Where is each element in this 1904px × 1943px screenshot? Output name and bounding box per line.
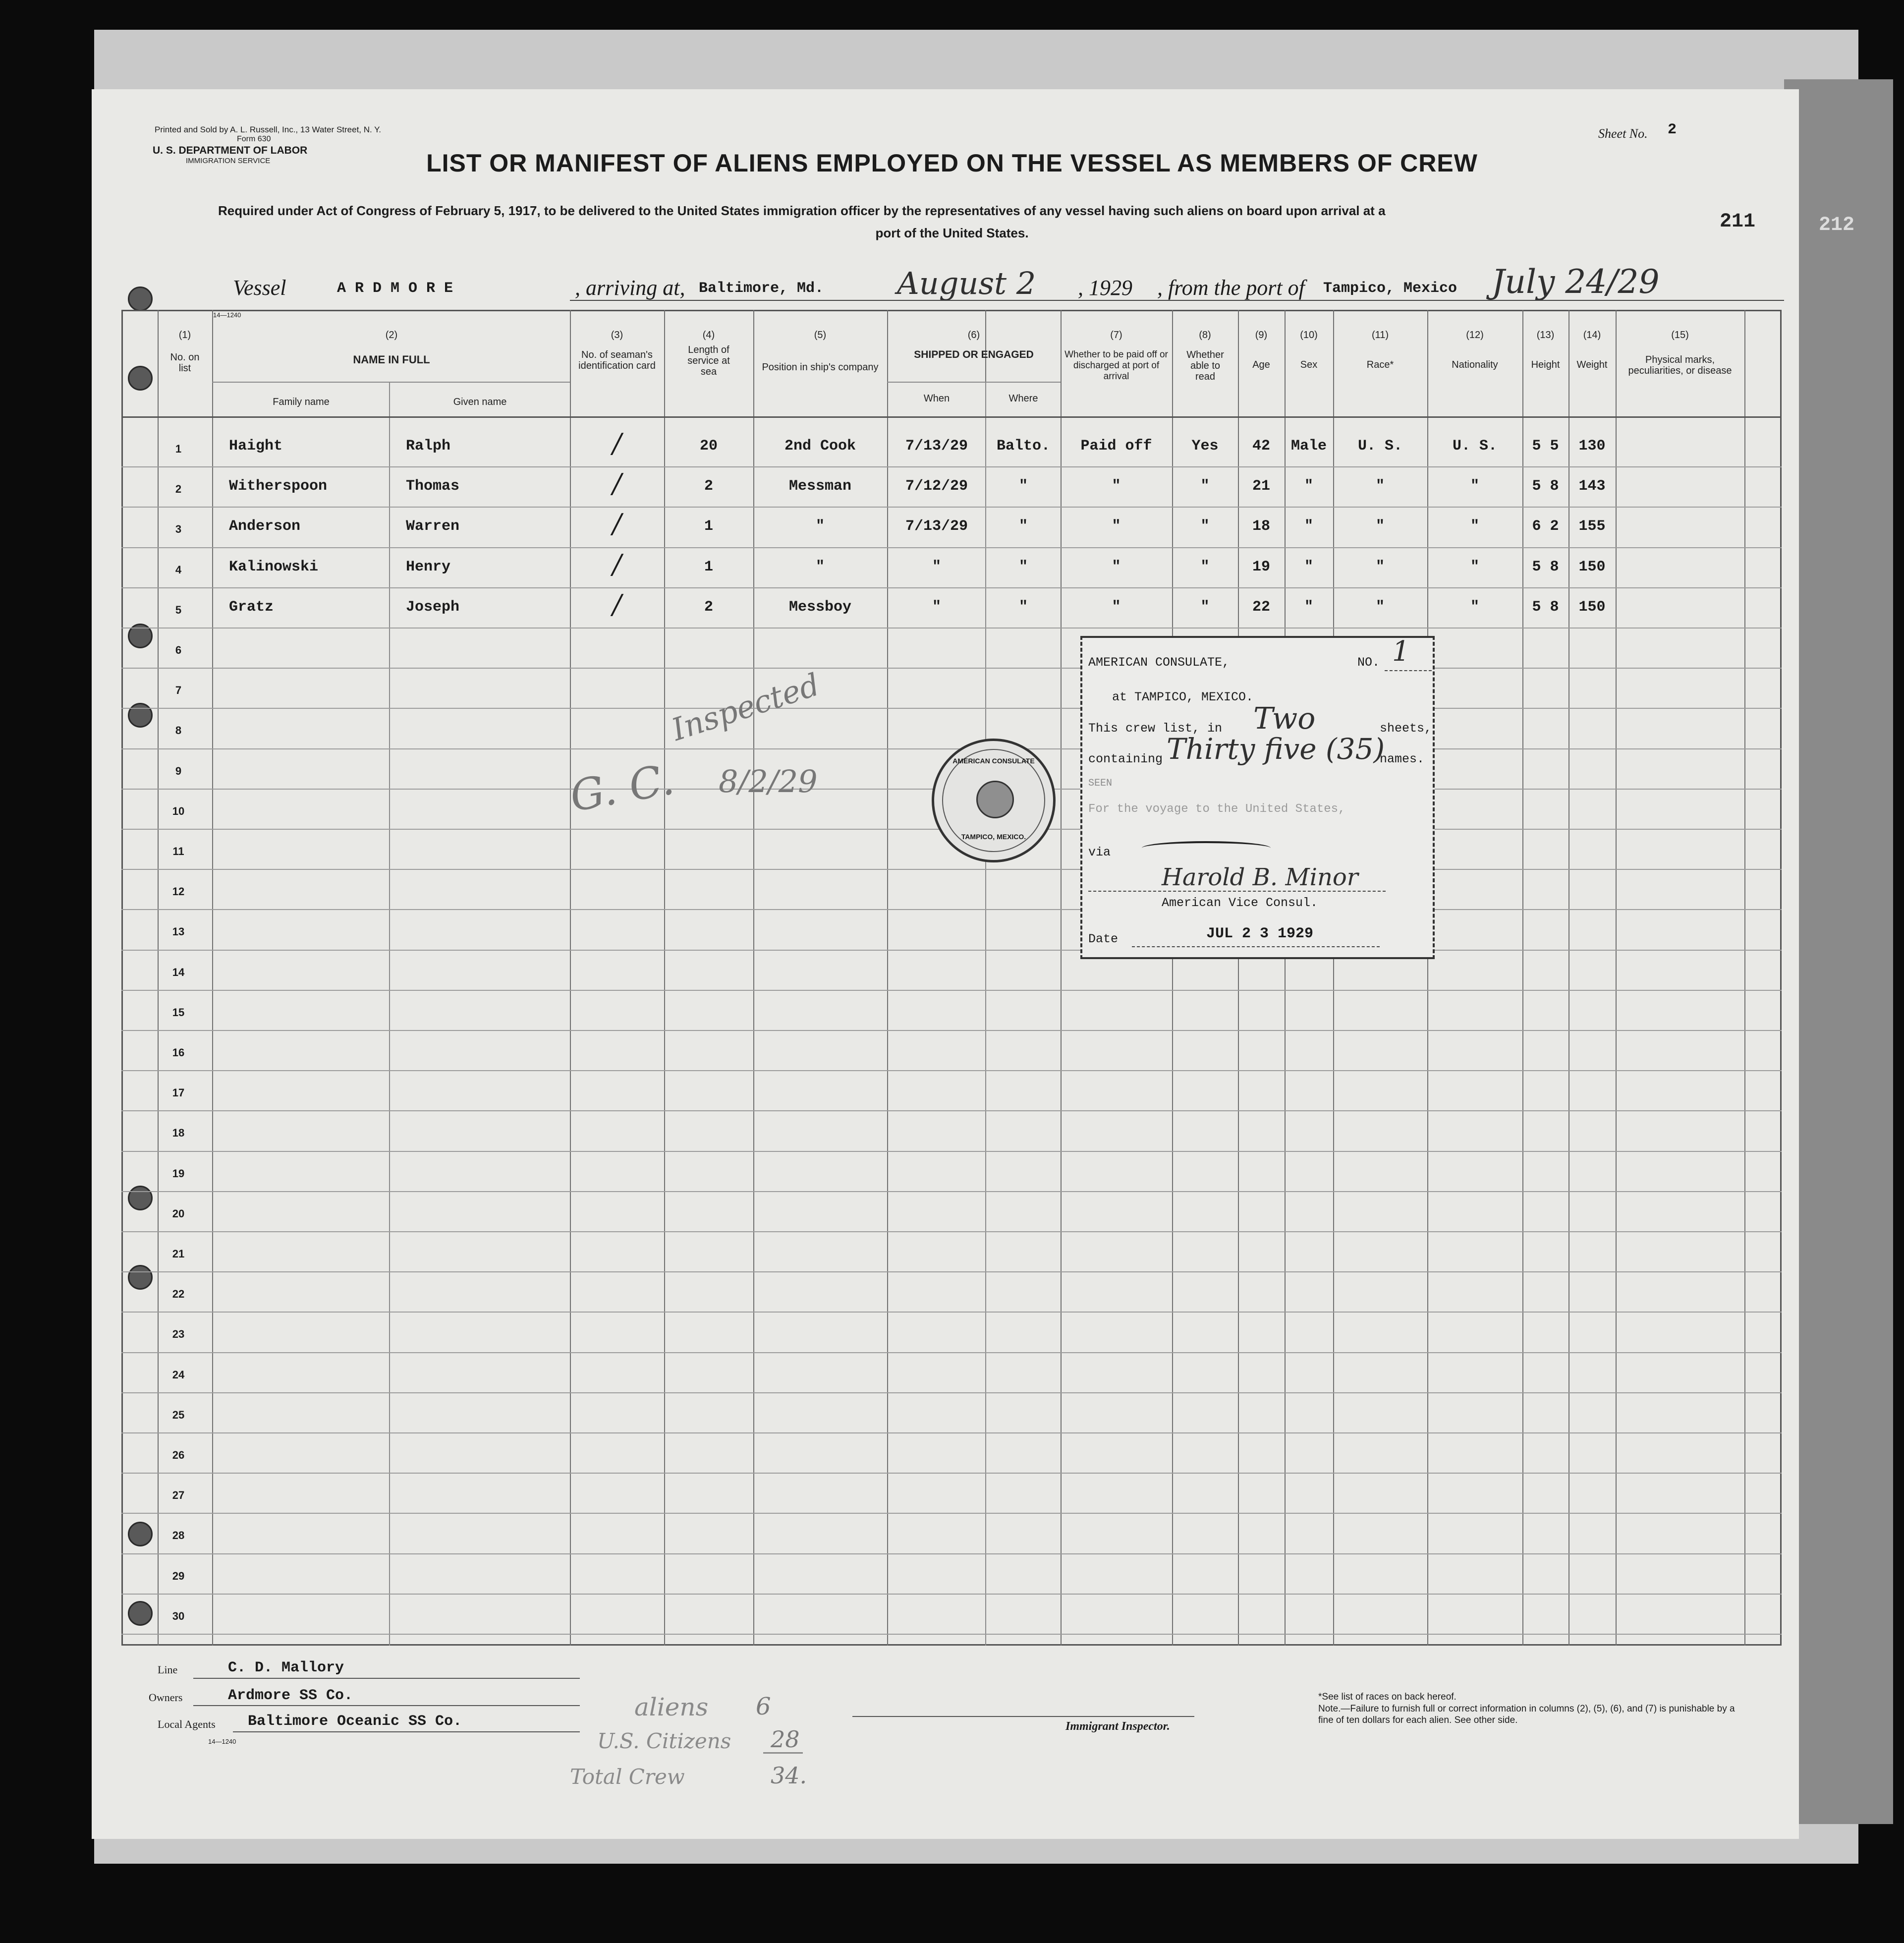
cell-age: 42 [1252,438,1270,455]
cell-height: 5 8 [1532,559,1559,575]
row-number: 7 [175,684,182,696]
col2-family-header: Family name [273,397,330,407]
row-number: 14 [172,966,185,978]
sheet-number: 2 [1668,121,1677,138]
stamp-consulate: AMERICAN CONSULATE, [1088,655,1230,670]
cell-paid-off: " [1112,478,1121,495]
cell-family-name: Anderson [229,518,301,535]
cell-family-name: Gratz [229,599,274,616]
col6-where-header: Where [1008,393,1038,404]
line-label: Line [158,1663,178,1676]
cell-race: " [1375,478,1385,495]
cell-service-length: 1 [704,559,713,575]
stamped-page-number-next: 212 [1819,214,1855,236]
cell-shipped-when: 7/13/29 [905,518,968,535]
cell-given-name: Thomas [406,478,460,495]
cell-given-name: Joseph [406,599,460,616]
row-rule [121,1312,1782,1313]
col14-number: (14) [1583,330,1601,341]
row-number: 11 [172,845,184,857]
col1-header: No. on list [170,352,200,374]
col4-number: (4) [702,330,715,341]
row-rule [121,869,1782,870]
cell-height: 5 8 [1532,478,1559,495]
cell-weight: 155 [1578,518,1606,535]
cell-paid-off: " [1112,559,1121,575]
cell-family-name: Kalinowski [229,559,319,575]
cell-position: Messman [788,478,852,495]
row-number: 18 [172,1127,185,1139]
cell-weight: 150 [1578,559,1606,575]
consular-seal [932,739,1056,862]
manifest-table-frame [121,310,1782,1646]
owners-value: Ardmore SS Co. [228,1687,353,1704]
cell-nationality: " [1470,559,1479,575]
row-number: 25 [172,1409,185,1421]
row-number: 10 [172,805,185,817]
row-rule [121,628,1782,629]
cell-nationality: U. S. [1452,438,1497,455]
cell-sex: " [1304,518,1313,535]
col13-header: Height [1531,359,1560,370]
underlying-sheet-edge [1784,79,1893,1824]
row-rule [121,909,1782,910]
tally-aliens-label: aliens [634,1693,709,1721]
cell-race: " [1375,599,1385,616]
local-agents-label: Local Agents [158,1718,216,1730]
stamp-no-value: 1 [1392,635,1410,668]
col1-number: (1) [178,330,191,341]
departure-port: Tampico, Mexico [1323,280,1457,297]
cell-id-card-mark: / [612,468,622,499]
cell-id-card-mark: / [612,428,622,459]
col7-header: Whether to be paid off or discharged at port of arrival [1064,349,1168,382]
vessel-label: Vessel [233,276,286,300]
row-rule [121,1070,1782,1071]
page-title: LIST OR MANIFEST OF ALIENS EMPLOYED ON THE VESSEL AS MEMBERS OF CREW [426,149,1478,177]
row-rule [121,1432,1782,1433]
cell-service-length: 20 [699,438,718,455]
cell-able-to-read: " [1200,518,1210,535]
row-number: 4 [175,564,182,576]
arrival-date: August 2 [897,265,1036,301]
col14-header: Weight [1576,359,1608,370]
row-number: 21 [172,1248,185,1260]
race-footnote: *See list of races on back hereof. [1318,1692,1456,1702]
form-code-top: 14—1240 [213,311,241,319]
cell-age: 22 [1252,599,1270,616]
cell-service-length: 1 [704,518,713,535]
cell-id-card-mark: / [612,549,622,580]
col6-number: (6) [967,330,980,341]
tally-citizens-value: 28 [771,1726,800,1753]
stamp-containing-label: containing [1088,752,1163,766]
cell-able-to-read: " [1200,599,1210,616]
printer-line: Printed and Sold by A. L. Russell, Inc., 13 Water Street, N. Y. [155,125,382,134]
cell-age: 18 [1252,518,1270,535]
stamp-location: at TAMPICO, MEXICO. [1112,690,1254,704]
cell-sex: Male [1290,438,1327,455]
cell-weight: 150 [1578,599,1606,616]
row-rule [121,708,1782,709]
row-number: 26 [172,1449,185,1461]
row-number: 16 [172,1046,185,1059]
cell-given-name: Ralph [406,438,451,455]
owners-label: Owners [149,1691,183,1704]
cell-position: 2nd Cook [784,438,856,455]
col8-header: Whether able to read [1186,349,1224,382]
arrival-year: , 1929 [1078,276,1132,300]
col5-number: (5) [814,330,827,341]
cell-age: 19 [1252,559,1270,575]
seal-text-top: AMERICAN CONSULATE [952,757,1035,765]
col2-header: NAME IN FULL [353,353,430,366]
col7-number: (7) [1110,330,1122,341]
stamp-signature: Harold B. Minor [1162,863,1358,891]
form-number: Form 630 [237,135,271,143]
row-rule [121,1634,1782,1635]
form-code-bottom: 14—1240 [208,1738,236,1745]
service: IMMIGRATION SERVICE [186,157,271,165]
stamp-date-label: Date [1088,932,1119,946]
inspection-date: 8/2/29 [719,763,818,800]
col9-header: Age [1252,359,1270,370]
inspected-note: Inspected [667,666,824,748]
row-number: 15 [172,1006,185,1019]
row-number: 20 [172,1207,185,1220]
cell-height: 6 2 [1532,518,1559,535]
penalty-note: Note.—Failure to furnish full or correct information in columns (2), (5), (6), and (7) is punishable by a fine of ten dollars for each alien. See other side. [1318,1704,1735,1725]
row-number: 8 [175,724,182,737]
cell-height: 5 5 [1532,438,1559,455]
consulate-stamp [1080,636,1435,959]
row-number: 22 [172,1288,185,1300]
tally-total-label: Total Crew [570,1765,685,1789]
row-rule [121,1191,1782,1192]
row-number: 24 [172,1369,185,1381]
row-number: 12 [172,885,185,898]
cell-position: " [815,559,825,575]
tally-total-value: 34. [771,1762,807,1789]
row-rule [121,547,1782,548]
cell-race: " [1375,518,1385,535]
cell-shipped-where: " [1018,559,1028,575]
subtitle-line-2: port of the United States. [875,226,1029,240]
row-rule [121,1151,1782,1152]
cell-position: Messboy [788,599,852,616]
cell-shipped-when: " [932,559,941,575]
col3-header: No. of seaman's identification card [578,349,656,371]
department: U. S. DEPARTMENT OF LABOR [153,145,308,156]
col15-header: Physical marks, peculiarities, or disease [1628,354,1732,376]
col10-header: Sex [1300,359,1318,370]
row-rule [121,1473,1782,1474]
col10-number: (10) [1300,330,1318,341]
cell-nationality: " [1470,518,1479,535]
cell-family-name: Witherspoon [229,478,328,495]
row-number: 3 [175,523,182,535]
row-rule [121,748,1782,749]
tally-citizens-label: U.S. Citizens [597,1729,731,1753]
cell-sex: " [1304,559,1313,575]
row-number: 29 [172,1570,185,1582]
stamp-via-label: via [1088,845,1111,859]
cell-weight: 143 [1578,478,1606,495]
row-number: 28 [172,1529,185,1542]
cell-paid-off: " [1112,599,1121,616]
subtitle-line-1: Required under Act of Congress of February 5, 1917, to be delivered to the United States immigration officer by the representatives of any vessel having such aliens on board upon arrival at a [218,203,1386,218]
row-number: 17 [172,1086,185,1099]
local-agents-value: Baltimore Oceanic SS Co. [248,1713,462,1730]
departure-date: July 24/29 [1492,263,1660,301]
cell-height: 5 8 [1532,599,1559,616]
stamp-signer-title: American Vice Consul. [1162,896,1318,910]
row-rule [121,1110,1782,1111]
cell-given-name: Warren [406,518,460,535]
seal-text-bottom: TAMPICO, MEXICO. [961,833,1026,841]
stamp-sheets-handwritten: Two [1253,701,1316,736]
col13-number: (13) [1536,330,1555,341]
row-rule [121,1513,1782,1514]
col9-number: (9) [1255,330,1268,341]
cell-nationality: " [1470,478,1479,495]
col11-header: Race* [1366,359,1394,370]
from-port-label: , from the port of [1157,276,1305,300]
row-number: 13 [172,925,185,938]
cell-able-to-read: Yes [1191,438,1219,455]
stamp-date-value: JUL 2 3 1929 [1206,925,1314,942]
row-rule [121,1030,1782,1031]
stamp-names-handwritten: Thirty five (35) [1167,732,1385,766]
cell-shipped-when: " [932,599,941,616]
row-rule [121,1392,1782,1393]
row-number: 23 [172,1328,185,1340]
vessel-underline [570,300,1784,301]
stamp-no-label: NO. [1357,655,1380,670]
row-rule [121,990,1782,991]
col2-number: (2) [385,330,398,341]
cell-paid-off: Paid off [1080,438,1152,455]
line-value: C. D. Mallory [228,1659,344,1676]
cell-paid-off: " [1112,518,1121,535]
eagle-emblem-icon [976,781,1014,818]
cell-sex: " [1304,599,1313,616]
row-rule [121,466,1782,467]
cell-able-to-read: " [1200,478,1210,495]
cell-shipped-where: " [1018,518,1028,535]
arriving-label: , arriving at, [575,276,685,300]
cell-id-card-mark: / [612,508,622,539]
stamp-voyage-line: For the voyage to the United States, [1088,802,1345,816]
cell-service-length: 2 [704,599,713,616]
immigrant-inspector-label: Immigrant Inspector. [1065,1720,1170,1733]
cell-shipped-where: " [1018,478,1028,495]
row-number: 30 [172,1610,185,1622]
col2-given-header: Given name [453,397,507,407]
row-rule [121,507,1782,508]
stamped-page-number: 211 [1720,211,1756,233]
row-rule [121,1553,1782,1554]
row-number: 1 [175,443,182,455]
cell-service-length: 2 [704,478,713,495]
row-rule [121,1271,1782,1272]
cell-shipped-when: 7/13/29 [905,438,968,455]
row-number: 5 [175,604,182,616]
arriving-port: Baltimore, Md. [699,280,824,297]
cell-shipped-when: 7/12/29 [905,478,968,495]
cell-age: 21 [1252,478,1270,495]
inspector-initials: G. C. [566,754,678,822]
row-number: 6 [175,644,182,656]
col6-header: SHIPPED OR ENGAGED [914,349,1034,360]
col12-number: (12) [1466,330,1484,341]
cell-sex: " [1304,478,1313,495]
col8-number: (8) [1199,330,1211,341]
cell-weight: 130 [1578,438,1606,455]
row-rule [121,1594,1782,1595]
col12-header: Nationality [1452,359,1498,370]
cell-race: U. S. [1357,438,1402,455]
col15-number: (15) [1671,330,1689,341]
row-number: 2 [175,483,182,495]
stamp-names-label: names. [1380,752,1425,766]
cell-nationality: " [1470,599,1479,616]
binder-hole [128,286,153,311]
row-number: 9 [175,765,182,777]
cell-given-name: Henry [406,559,451,575]
col6-when-header: When [923,393,950,404]
row-rule [121,950,1782,951]
row-rule [121,668,1782,669]
row-rule [121,1352,1782,1353]
cell-position: " [815,518,825,535]
col4-header: Length of service at sea [687,344,730,377]
row-number: 27 [172,1489,185,1501]
cell-shipped-where: " [1018,599,1028,616]
col11-number: (11) [1371,330,1389,341]
cell-family-name: Haight [229,438,283,455]
tally-aliens-value: 6 [756,1693,771,1720]
cell-shipped-where: Balto. [996,438,1051,455]
vessel-name: A R D M O R E [337,280,453,297]
row-rule [121,1231,1782,1232]
stamp-seen: SEEN [1088,778,1113,789]
cell-race: " [1375,559,1385,575]
col5-header: Position in ship's company [762,362,879,373]
cell-able-to-read: " [1200,559,1210,575]
sheet-label: Sheet No. [1598,126,1648,141]
cell-id-card-mark: / [612,589,622,620]
col3-number: (3) [611,330,623,341]
row-rule [121,587,1782,588]
row-number: 19 [172,1167,185,1180]
stamp-crew-list-line: This crew list, in [1088,721,1223,736]
stamp-sheets-label: sheets, [1380,721,1432,736]
